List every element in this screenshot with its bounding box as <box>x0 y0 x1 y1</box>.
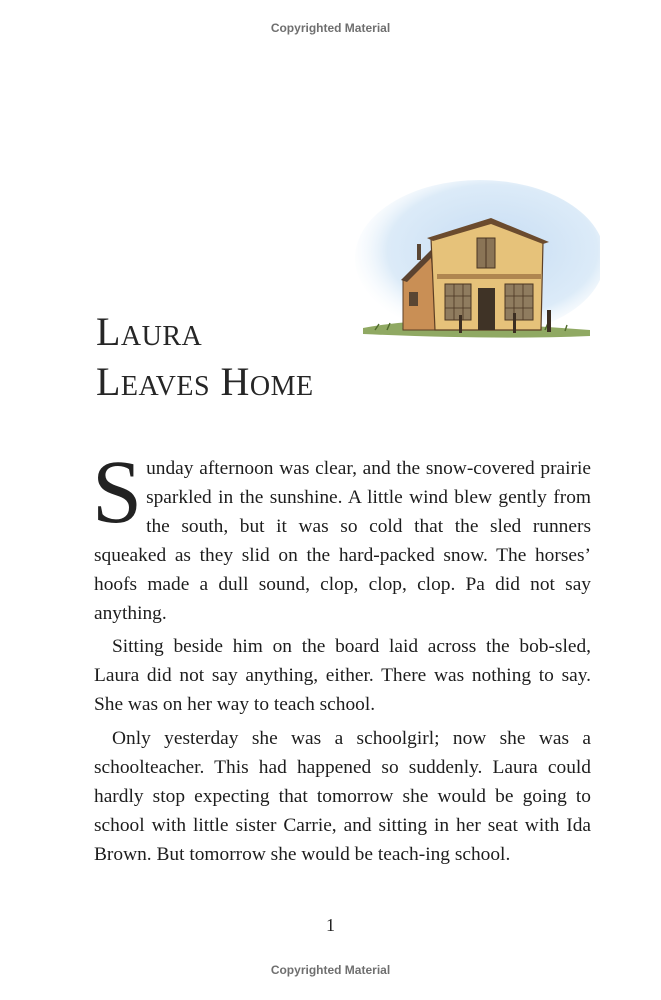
chapter-title <box>96 307 314 407</box>
paragraph-2: Sitting beside him on the board laid across the bob-sled, Laura did not say anything, either. There was nothing to say. She was on her way to teach school. <box>94 636 591 716</box>
paragraph-1-text: unday afternoon was clear, and the snow-covered prairie sparkled in the sunshine. A little wind blew gently from the south, but it was so cold that the sled runners squeaked as they slid on the hard-packed snow. The horses’ hoofs made a dull sound, clop, clop, clop. Pa did not say anything. <box>94 458 591 624</box>
paragraph-1 <box>92 443 591 628</box>
drop-cap: S <box>92 443 143 542</box>
copyright-notice-bottom: Copyrighted Material <box>270 963 391 977</box>
chapter-body <box>92 443 591 875</box>
paragraph-3: Only yesterday she was a schoolgirl; now she was a schoolteacher. This had happened so suddenly. Laura could hardly stop expecting that tomorrow she would be going to school with little sister Carrie, and sitting in her seat with Ida Brown. But tomorrow she would be teach-ing school. <box>94 728 591 865</box>
copyright-notice-top: Copyrighted Material <box>270 21 391 35</box>
chapter-title-line-2: Leaves Home <box>96 359 314 404</box>
page-number: 1 <box>326 915 335 935</box>
house-illustration <box>345 180 600 342</box>
chapter-title-line-1: Laura <box>96 309 203 354</box>
